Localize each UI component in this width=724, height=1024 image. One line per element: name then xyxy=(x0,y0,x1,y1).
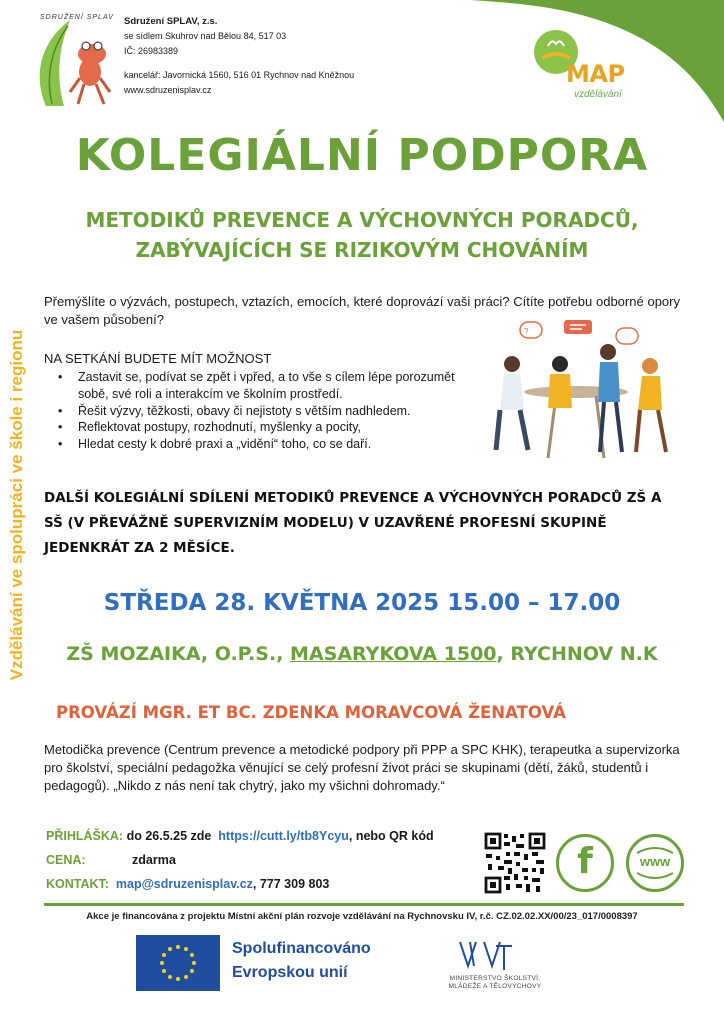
splav-logo xyxy=(28,14,120,114)
org-ic: IČ: 26983389 xyxy=(124,46,179,56)
meeting-illustration xyxy=(476,318,686,468)
contact-phone: , 777 309 803 xyxy=(252,877,330,891)
svg-text:?: ? xyxy=(524,327,529,336)
contact-label: KONTAKT: xyxy=(46,877,109,891)
side-slogan: Vzdělávání ve spolupráci ve škole i regionu xyxy=(7,329,26,681)
page-title: KOLEGIÁLNÍ PODPORA xyxy=(75,130,649,181)
eu-text-line-2: Evropskou unií xyxy=(232,964,348,981)
msmt-text-line-2: MLÁDEŽE A TĚLOVÝCHOVY xyxy=(448,983,542,990)
list-item: • Řešit výzvy, těžkosti, obavy či nejistoty s větším nadhledem. xyxy=(70,403,470,420)
intro-text: Přemýšlíte o výzvách, postupech, vztazích, emocích, které doprovází vaši práci? Cítíte potřebu odborné opory ve vašem působení? xyxy=(44,294,680,327)
price-label: CENA: xyxy=(46,853,86,867)
registration-deadline: do 26.5.25 zde xyxy=(126,829,212,843)
facebook-icon[interactable]: f xyxy=(556,834,614,892)
registration-link[interactable]: https://cutt.ly/tb8Ycyu xyxy=(218,829,349,843)
org-name: Sdružení SPLAV, z.s. xyxy=(124,16,218,27)
subtitle-line-2: ZABÝVAJÍCÍCH SE RIZIKOVÝM CHOVÁNÍM xyxy=(135,238,589,262)
event-date: STŘEDA 28. KVĚTNA 2025 15.00 – 17.00 xyxy=(103,590,621,616)
registration-qr-note: , nebo QR kód xyxy=(348,829,434,843)
contact-email[interactable]: map@sdruzenisplav.cz xyxy=(115,877,253,891)
msmt-text-line-1: MINISTERSTVO ŠKOLSTVÍ, xyxy=(449,975,541,982)
qr-code[interactable] xyxy=(484,832,546,894)
place-street: MASARYKOVA 1500 xyxy=(290,643,497,665)
contact-row xyxy=(46,877,329,891)
list-item: • Hledat cesty k dobré praxi a „vidění“ toho, co se daří. xyxy=(70,436,470,453)
eu-text-line-1: Spolufinancováno xyxy=(232,940,371,957)
registration-row xyxy=(46,829,434,843)
price-row xyxy=(46,853,176,867)
org-address: se sídlem Skuhrov nad Bělou 84, 517 03 xyxy=(124,31,287,41)
list-item: • Reflektovat postupy, rozhodnutí, myšlenky a pocity, xyxy=(70,419,470,436)
map-logo-text: MAP xyxy=(566,60,625,88)
splav-logo-text: SDRUŽENÍ SPLAV xyxy=(40,14,114,21)
place-city: , RYCHNOV N.K xyxy=(496,643,658,665)
map-logo-subtitle: vzdělávání xyxy=(574,89,622,100)
page-subtitle xyxy=(0,205,724,265)
organization-info xyxy=(124,14,354,98)
subtitle-line-1: METODIKŮ PREVENCE A VÝCHOVNÝCH PORADCŮ, xyxy=(85,208,639,232)
web-icon[interactable]: www xyxy=(626,834,684,892)
msmt-text xyxy=(428,975,562,991)
price-value: zdarma xyxy=(132,853,176,867)
footer-divider xyxy=(44,903,684,906)
org-office: kancelář: Javornická 1560, 516 01 Rychnov nad Kněžnou xyxy=(124,70,355,80)
list-item: • Zastavit se, podívat se zpět i vpřed, a to vše s cílem lépe porozumět sobě, své roli a interakcím ve školním prostředí. xyxy=(70,369,470,403)
next-meeting-text: DALŠÍ KOLEGIÁLNÍ SDÍLENÍ METODIKŮ PREVENCE A VÝCHOVNÝCH PORADCŮ ZŠ A SŠ (V PŘEVÁŽNĚ SUPERVIZNÍM MODELU) V UZAVŘENÉ PROFESNÍ SKUPINĚ JEDENKRÁT ZA 2 MĚSÍCE. xyxy=(44,490,662,556)
guide-bio: Metodička prevence (Centrum prevence a metodické podpory při PPP a SPC KHK), terapeutka a supervizorka pro školství, speciální pedagožka věnující se celý profesní život práci se skupinami (dětí, žáků, studentů i pedagogů). „Nikdo z nás není tak chytrý, jako my všichni dohromady.“ xyxy=(44,742,680,793)
opportunity-list xyxy=(70,369,470,453)
funding-note: Akce je financována z projektu Místní akční plán rozvoje vzdělávání na Rychnovsku IV, r.č. CZ.02.02.XX/00/23_017/0008397 xyxy=(86,911,638,922)
place-venue: ZŠ MOZAIKA, O.P.S., xyxy=(66,643,291,665)
org-web[interactable]: www.sdruzenisplav.cz xyxy=(124,85,212,95)
opportunity-heading: NA SETKÁNÍ BUDETE MÍT MOŽNOST xyxy=(44,351,272,366)
eu-flag-icon xyxy=(136,935,220,991)
eu-cofinance-text xyxy=(232,937,371,985)
registration-label: PŘIHLÁŠKA: xyxy=(46,829,124,843)
event-place xyxy=(0,643,724,665)
guide-name: PROVÁZÍ MGR. ET BC. ZDENKA MORAVCOVÁ ŽENATOVÁ xyxy=(56,703,566,722)
